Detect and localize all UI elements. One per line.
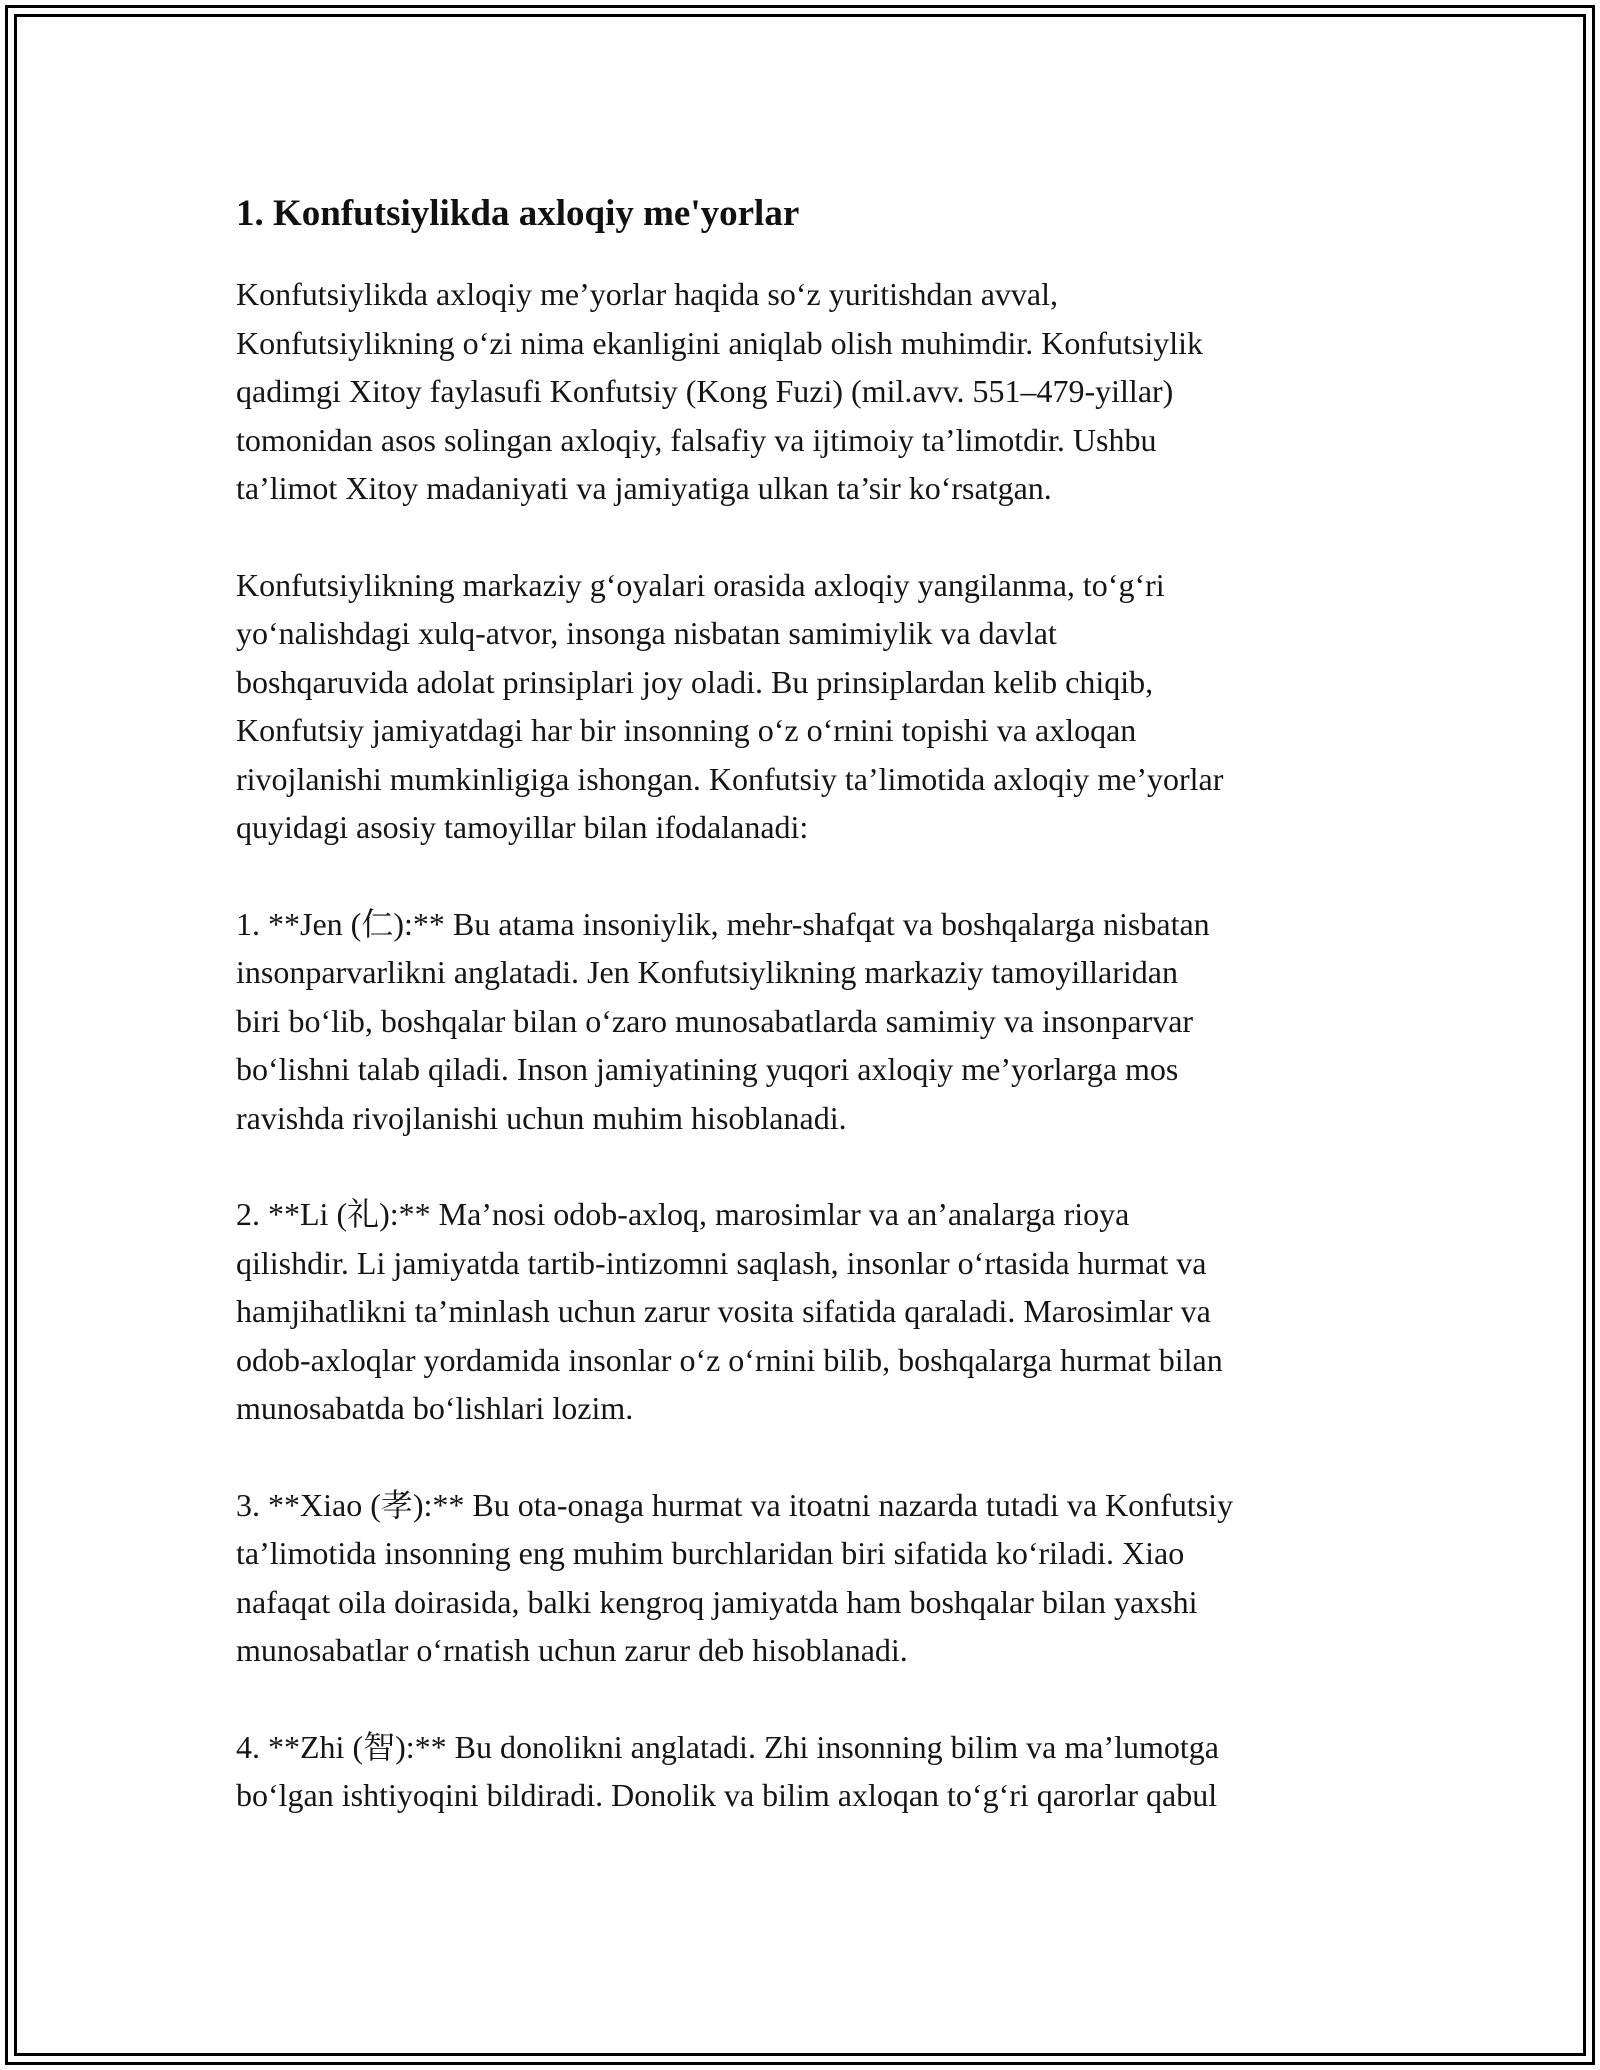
principle-jen-paragraph: 1. **Jen (仁):** Bu atama insoniylik, mehr-shafqat va boshqalarga nisbatan insonparvarlikni anglatadi. Jen Konfutsiylikning markaziy tamoyillaridan biri bo‘lib, boshqalar bilan o‘zaro munosabatlarda samimiy va insonparvar bo‘lishni talab qiladi. Inson jamiyatining yuqori axloqiy me’yorlarga mos ravishda rivojlanishi uchun muhim hisoblanadi. <box>236 905 1210 1136</box>
intro-paragraph: Konfutsiylikda axloqiy me’yorlar haqida so‘z yuritishdan avval, Konfutsiylikning o‘zi nima ekanligini aniqlab olish muhimdir. Konfutsiylik qadimgi Xitoy faylasufi Konfutsiy (Kong Fuzi) (mil.avv. 551–479-yillar) tomonidan asos solingan axloqiy, falsafiy va ijtimoiy ta’limotdir. Ushbu ta’limot Xitoy madaniyati va jamiyatiga ulkan ta’sir ko‘rsatgan. <box>236 276 1204 506</box>
principle-li-paragraph: 2. **Li (礼):** Ma’nosi odob-axloq, marosimlar va an’analarga rioya qilishdir. Li jamiyatda tartib-intizomni saqlash, insonlar o‘rtasida hurmat va hamjihatlikni ta’minlash uchun zarur vosita sifatida qaraladi. Marosimlar va odob-axloqlar yordamida insonlar o‘z o‘rnini bilib, boshqalarga hurmat bilan munosabatda bo‘lishlari lozim. <box>236 1196 1223 1426</box>
section-heading: 1. Konfutsiylikda axloqiy me'yorlar <box>236 193 800 234</box>
document-body <box>236 182 1381 1868</box>
principle-xiao-paragraph: 3. **Xiao (孝):** Bu ota-onaga hurmat va itoatni nazarda tutadi va Konfutsiy ta’limotida insonning eng muhim burchlaridan biri sifatida ko‘riladi. Xiao nafaqat oila doirasida, balki kengroq jamiyatda ham boshqalar bilan yaxshi munosabatlar o‘rnatish uchun zarur deb hisoblanadi. <box>236 1486 1234 1668</box>
central-ideas-paragraph: Konfutsiylikning markaziy g‘oyalari orasida axloqiy yangilanma, to‘g‘ri yo‘nalishdagi xulq-atvor, insonga nisbatan samimiylik va davlat boshqaruvida adolat prinsiplari joy oladi. Bu prinsiplardan kelib chiqib, Konfutsiy jamiyatdagi har bir insonning o‘z o‘rnini topishi va axloqan rivojlanishi mumkinligiga ishongan. Konfutsiy ta’limotida axloqiy me’yorlar quyidagi asosiy tamoyillar bilan ifodalanadi: <box>236 566 1224 845</box>
principle-zhi-paragraph: 4. **Zhi (智):** Bu donolikni anglatadi. Zhi insonning bilim va ma’lumotga bo‘lgan ishtiyoqini bildiradi. Donolik va bilim axloqan to‘g‘ri qarorlar qabul <box>236 1728 1220 1813</box>
